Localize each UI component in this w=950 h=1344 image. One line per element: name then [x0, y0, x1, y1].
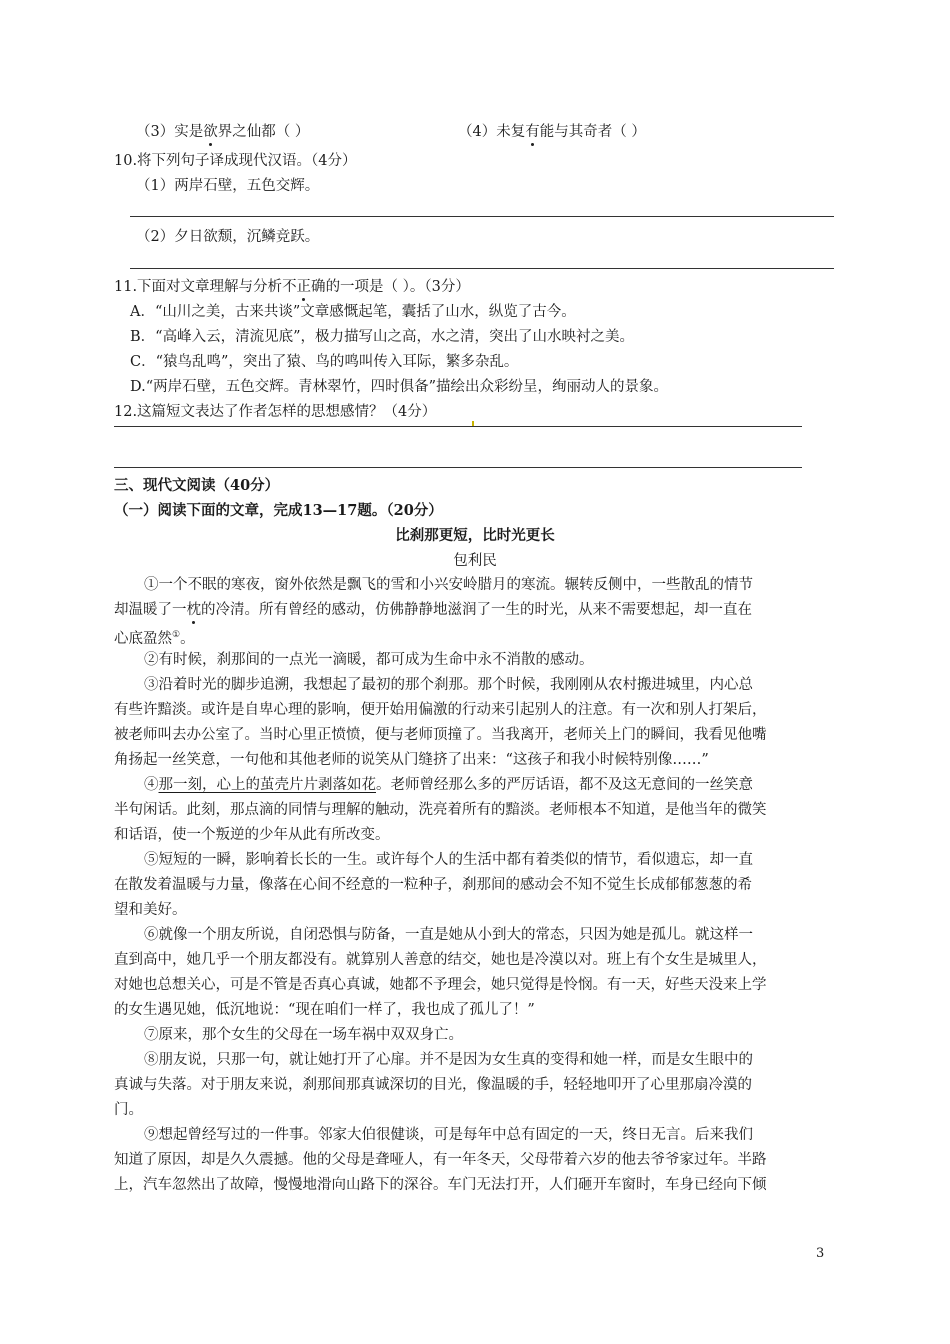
q11-option-b: B．“高峰入云，清流见底”，极力描写山之高，水之清，突出了山水映衬之美。 [130, 329, 634, 345]
paragraph-line: ⑤短短的一瞬，影响着长长的一生。或许每个人的生活中都有着类似的情节，看似遗忘，却一直 [144, 852, 753, 868]
paragraph-line: ⑧朋友说，只那一句，就让她打开了心扉。并不是因为女生真的变得和她一样，而是女生眼中的 [144, 1052, 753, 1068]
paragraph-line: 门。 [114, 1102, 143, 1118]
q10-title: 10.将下列句子译成现代汉语。（4分） [114, 153, 357, 169]
q11-option-c: C．“猿鸟乱鸣”，突出了猿、鸟的鸣叫传入耳际，繁多杂乱。 [130, 354, 519, 370]
q9-item-4: （4）未复有能与其奇者（ ） [458, 124, 646, 140]
underlined-sentence: 那一刻，心上的茧壳片片剥落如花 [158, 777, 376, 793]
paragraph-line: 半句闲话。此刻，那点滴的同情与理解的触动，洗亮着所有的黯淡。老师根本不知道，是他当年的微笑 [114, 802, 767, 818]
paragraph-line: ⑦原来，那个女生的父母在一场车祸中双双身亡。 [144, 1027, 463, 1043]
article-author: 包利民 [453, 553, 497, 569]
paragraph-line: ②有时候，刹那间的一点光一滴暖，都可成为生命中永不消散的感动。 [144, 652, 594, 668]
q11-title: 11.下面对文章理解与分析不正确的一项是（ ）。（3分） [114, 279, 470, 295]
answer-line [130, 216, 834, 217]
q11-option-a: A．“山川之美，古来共谈”文章感慨起笔，囊括了山水，纵览了古今。 [130, 304, 576, 320]
answer-line [114, 426, 802, 427]
paragraph-line: 被老师叫去办公室了。当时心里正愤愤，便与老师顶撞了。当我离开，老师关上门的瞬间，我看见他嘴 [114, 727, 767, 743]
paragraph-line: 心底盈然①。 [114, 630, 195, 647]
paragraph-line: 对她也总想关心，可是不管是否真心真诚，她都不予理会，她只觉得是怜悯。有一天，好些天没来上学 [114, 977, 767, 993]
paragraph-line: 直到高中，她几乎一个朋友都没有。就算别人善意的结交，她也是冷漠以对。班上有个女生是城里人， [114, 952, 767, 968]
paragraph-line: 真诚与失落。对于朋友来说，刹那间那真诚深切的目光，像温暖的手，轻轻地叩开了心里那扇冷漠的 [114, 1077, 752, 1093]
paragraph-line: ①一个不眠的寒夜，窗外依然是飘飞的雪和小兴安岭腊月的寒流。辗转反侧中，一些散乱的情节 [144, 577, 753, 593]
paragraph-line: 在散发着温暖与力量，像落在心间不经意的一粒种子，刹那间的感动会不知不觉生长成郁郁葱葱的希 [114, 877, 752, 893]
paragraph-line: ③沿着时光的脚步追溯，我想起了最初的那个刹那。那个时候，我刚刚从农村搬进城里，内心总 [144, 677, 753, 693]
paragraph-line: 有些许黯淡。或许是自卑心理的影响，便开始用偏激的行动来引起别人的注意。有一次和别人打架后， [114, 702, 767, 718]
section-heading: 三、现代文阅读（40分） [114, 477, 280, 494]
page-number: 3 [816, 1246, 825, 1261]
footnote-marker: ① [172, 630, 181, 640]
paragraph-line: 和话语，使一个叛逆的少年从此有所改变。 [114, 827, 390, 843]
paragraph-line: ④那一刻，心上的茧壳片片剥落如花。老师曾经那么多的严厉话语，都不及这无意间的一丝笑意 [144, 777, 753, 793]
q9-item-3: （3）实是欲界之仙都（ ） [136, 124, 310, 140]
paragraph-line: ⑨想起曾经写过的一件事。邻家大伯很健谈，可是每年中总有固定的一天，终日无言。后来我们 [144, 1127, 753, 1143]
answer-line [114, 467, 802, 468]
paragraph-line: 上，汽车忽然出了故障，慢慢地滑向山路下的深谷。车门无法打开，人们砸开车窗时，车身已经向下倾 [114, 1177, 767, 1193]
answer-line [130, 268, 834, 269]
q10-sentence-1: （1）两岸石壁，五色交辉。 [136, 178, 320, 194]
q10-sentence-2: （2）夕日欲颓，沉鳞竞跃。 [136, 229, 320, 245]
q11-option-d: D.“两岸石壁，五色交辉。青林翠竹，四时俱备”描绘出众彩纷呈，绚丽动人的景象。 [130, 379, 669, 395]
paragraph-line: 角扬起一丝笑意，一句他和其他老师的说笑从门缝挤了出来：“这孩子和我小时候特别像……” [114, 752, 709, 768]
paragraph-line: 的女生遇见她，低沉地说：“现在咱们一样了，我也成了孤儿了！” [114, 1002, 535, 1018]
article-title: 比刹那更短，比时光更长 [395, 527, 555, 544]
paragraph-line: 知道了原因，却是久久震撼。他的父母是聋哑人，有一年冬天，父母带着六岁的他去爷爷家过年。半路 [114, 1152, 767, 1168]
q12-title: 12.这篇短文表达了作者怎样的思想感情？（4分） [114, 404, 437, 420]
paragraph-line: 却温暖了一枕的冷清。所有曾经的感动，仿佛静静地滋润了一生的时光，从来不需要想起，却一直在 [114, 602, 752, 618]
paragraph-line: 望和美好。 [114, 902, 187, 918]
paragraph-line: ⑥就像一个朋友所说，自闭恐惧与防备，一直是她从小到大的常态，只因为她是孤儿。就这样一 [144, 927, 753, 943]
section-subheading: （一）阅读下面的文章，完成13—17题。（20分） [114, 502, 443, 519]
